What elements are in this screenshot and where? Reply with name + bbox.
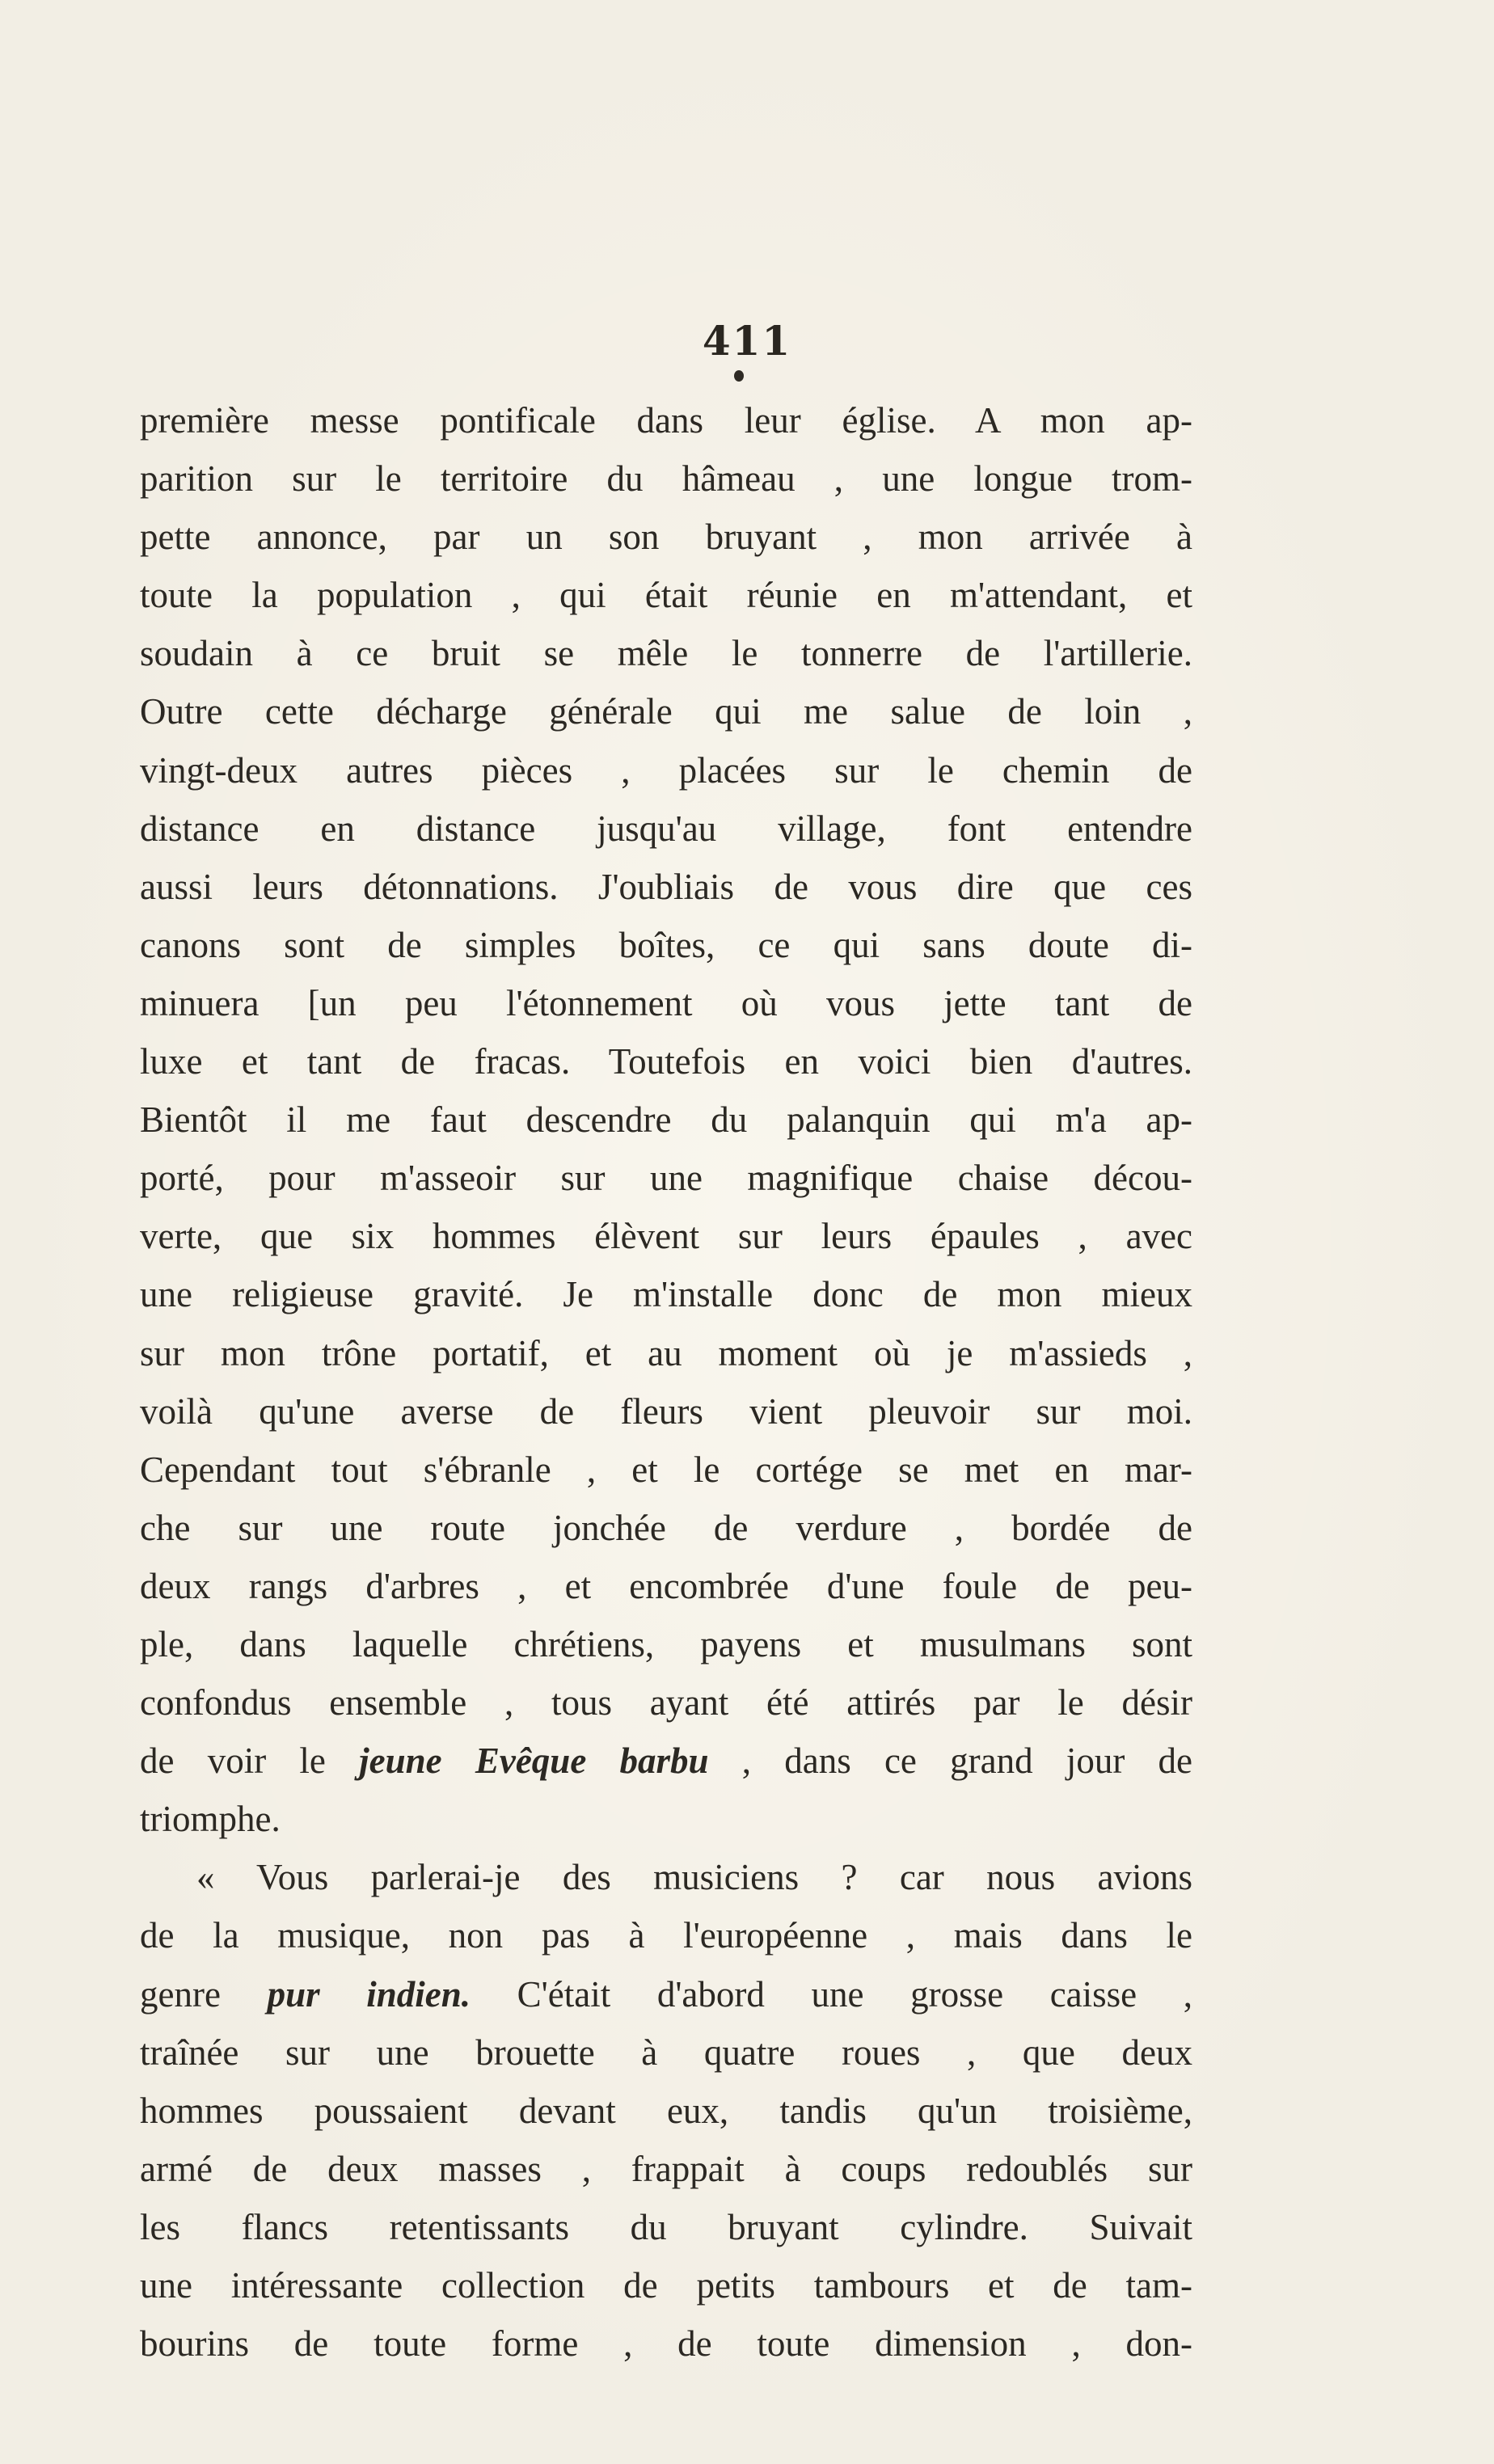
- text-line: bourins de toute forme , de toute dimension , don-: [140, 2323, 1192, 2365]
- body-text: [140, 391, 1192, 2373]
- text-line: armé de deux masses , frappait à coups redoublés sur: [140, 2148, 1192, 2189]
- text-line: sur mon trône portatif, et au moment où je m'assieds ,: [140, 1332, 1192, 1373]
- text-line: voilà qu'une averse de fleurs vient pleuvoir sur moi.: [140, 1390, 1192, 1432]
- text-run: , dans ce grand jour de: [708, 1740, 1192, 1782]
- text-line: distance en distance jusqu'au village, font entendre: [140, 808, 1192, 849]
- text-line: traînée sur une brouette à quatre roues , que deux: [140, 2032, 1192, 2073]
- text-line: soudain à ce bruit se mêle le tonnerre de l'artillerie.: [140, 633, 1192, 674]
- italic-phrase: jeune Evêque barbu: [359, 1740, 709, 1782]
- text-line: hommes poussaient devant eux, tandis qu'un troisième,: [140, 2090, 1192, 2131]
- printer-mark: [734, 370, 744, 382]
- text-line: luxe et tant de fracas. Toutefois en voici bien d'autres.: [140, 1041, 1192, 1082]
- text-line: aussi leurs détonnations. J'oubliais de vous dire que ces: [140, 866, 1192, 907]
- text-line: [140, 1965, 1192, 2023]
- text-line: ple, dans laquelle chrétiens, payens et musulmans sont: [140, 1623, 1192, 1664]
- text-line: canons sont de simples boîtes, ce qui sans doute di-: [140, 924, 1192, 965]
- text-line: [140, 1732, 1192, 1790]
- text-line: deux rangs d'arbres , et encombrée d'une foule de peu-: [140, 1565, 1192, 1606]
- page-number: 411: [702, 317, 792, 365]
- text-line: les flancs retentissants du bruyant cylindre. Suivait: [140, 2206, 1192, 2247]
- text-line: toute la population , qui était réunie en m'attendant, et: [140, 575, 1192, 616]
- italic-phrase: pur indien.: [267, 1973, 471, 2015]
- text-line: porté, pour m'asseoir sur une magnifique chaise décou-: [140, 1158, 1192, 1199]
- text-line: minuera [un peu l'étonnement où vous jette tant de: [140, 982, 1192, 1023]
- text-line: une religieuse gravité. Je m'installe donc de mon mieux: [140, 1274, 1192, 1315]
- text-run: de voir le: [140, 1740, 360, 1782]
- text-run: C'était d'abord une grosse caisse ,: [471, 1973, 1192, 2015]
- text-line: triomphe.: [140, 1799, 281, 1840]
- text-line: Cependant tout s'ébranle , et le cortége se met en mar-: [140, 1449, 1192, 1490]
- text-line: verte, que six hommes élèvent sur leurs épaules , avec: [140, 1216, 1192, 1257]
- text-line: confondus ensemble , tous ayant été attirés par le désir: [140, 1682, 1192, 1724]
- text-line: che sur une route jonchée de verdure , bordée de: [140, 1507, 1192, 1548]
- text-line: vingt-deux autres pièces , placées sur le chemin de: [140, 749, 1192, 791]
- text-line: Outre cette décharge générale qui me salue de loin ,: [140, 691, 1192, 732]
- text-line: Bientôt il me faut descendre du palanquin qui m'a ap-: [140, 1099, 1192, 1141]
- text-line: pette annonce, par un son bruyant , mon arrivée à: [140, 517, 1192, 558]
- text-line: « Vous parlerai-je des musiciens ? car nous avions: [196, 1857, 1192, 1898]
- text-line: première messe pontificale dans leur église. A mon ap-: [140, 400, 1192, 441]
- text-line: une intéressante collection de petits tambours et de tam-: [140, 2265, 1192, 2306]
- text-line: parition sur le territoire du hâmeau , une longue trom-: [140, 458, 1192, 500]
- text-run: genre: [140, 1973, 268, 2015]
- text-line: de la musique, non pas à l'européenne , mais dans le: [140, 1915, 1192, 1956]
